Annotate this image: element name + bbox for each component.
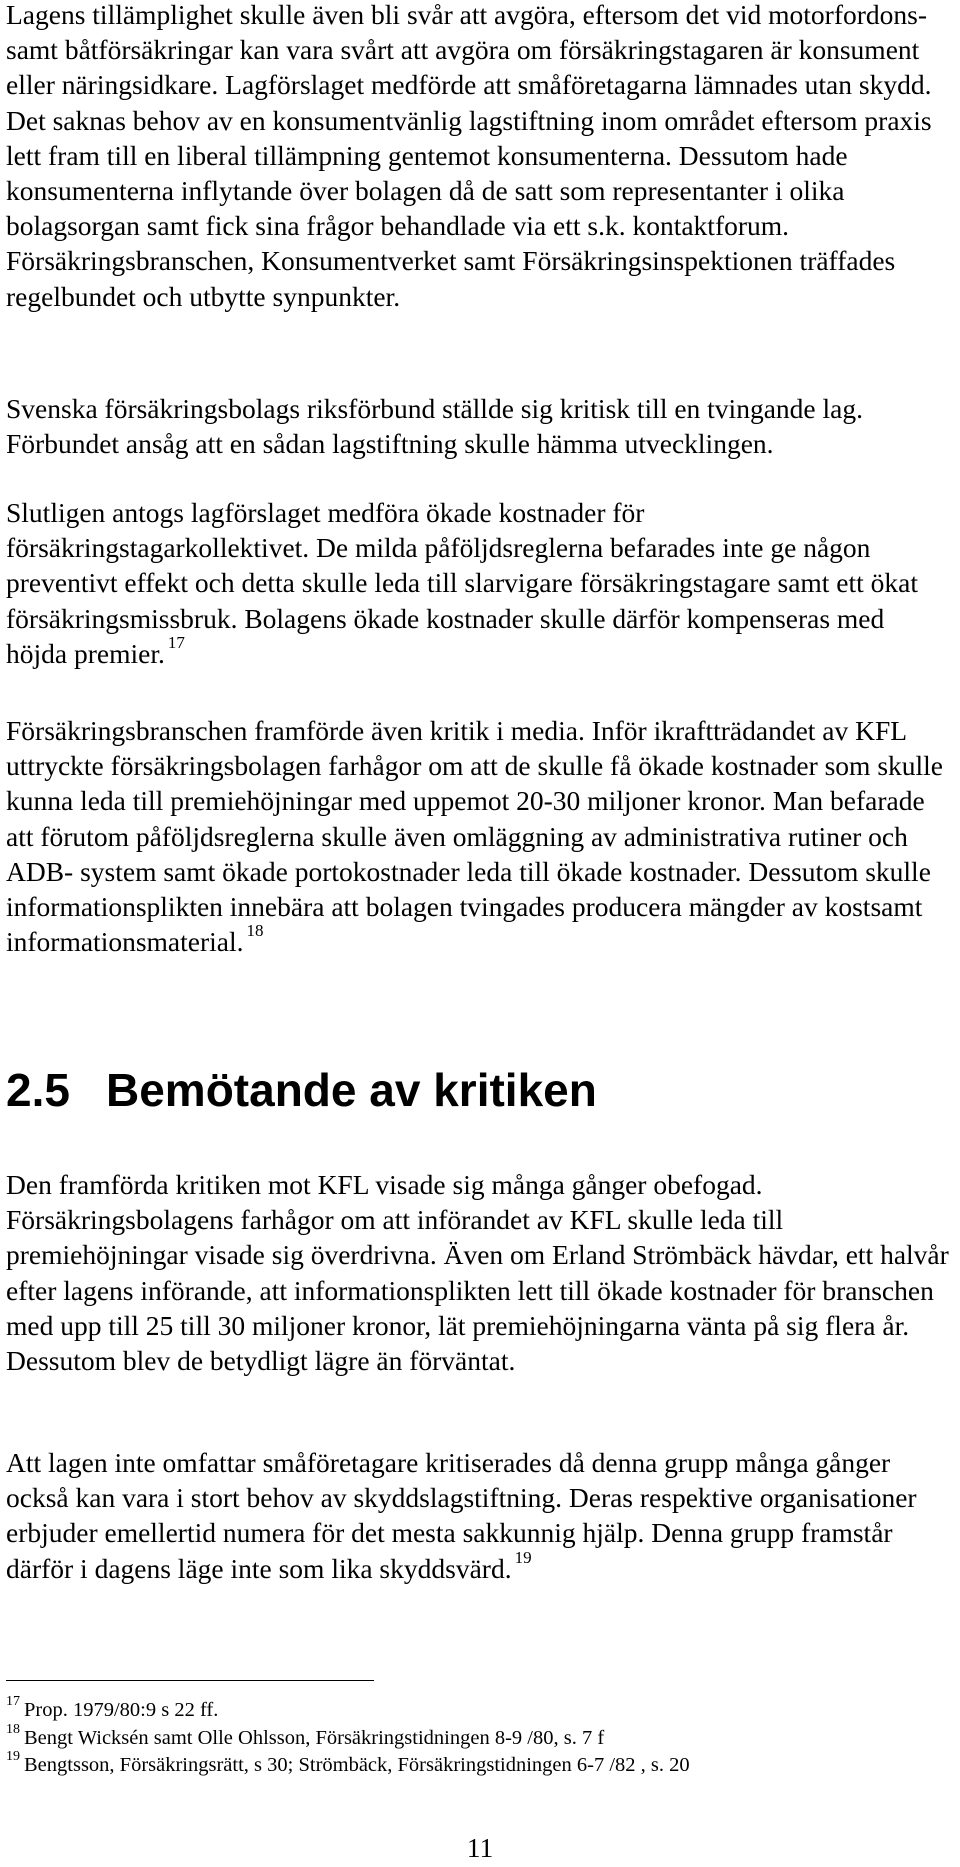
footnote-18	[6, 1721, 950, 1753]
footnote-number: 18	[6, 1721, 20, 1737]
paragraph-riksforbund	[6, 391, 950, 461]
footnote-ref-17[interactable]: 17	[167, 632, 185, 652]
footnote-19	[6, 1749, 950, 1780]
footnote-ref-18[interactable]: 18	[246, 921, 264, 941]
footnote-text: Bengtsson, Försäkringsrätt, s 30; Strömbäck, Försäkringstidningen 6-7 /82 , s. 20	[24, 1754, 690, 1777]
footnote-text: Bengt Wicksén samt Olle Ohlsson, Försäkringstidningen 8-9 /80, s. 7 f	[24, 1726, 605, 1749]
section-heading	[6, 1062, 597, 1118]
section-number: 2.5	[6, 1064, 70, 1116]
paragraph-applicability	[6, 0, 950, 314]
paragraph-text: Att lagen inte omfattar småföretagare kritiserades då denna grupp många gånger också kan vara i stort behov av skyddslagstiftning. Deras respektive organisationer erbjuder emellertid numera för det mesta sakkunnig hjälp. Denna grupp framstår därför i dagens läge inte som lika skyddsvärd.	[6, 1447, 917, 1584]
paragraph-text: Slutligen antogs lagförslaget medföra ökade kostnader för försäkringstagarkollektivet. De milda påföljdsreglerna befarades inte ge någon preventivt effekt och detta skulle leda till slarvigare försäkringstagare samt ett ökat försäkringsmissbruk. Bolagens ökade kostnader skulle därför kompenseras med höjda premier.	[6, 497, 919, 669]
paragraph-text: Lagens tillämplighet skulle även bli svår att avgöra, eftersom det vid motorfordons- samt båtförsäkringar kan vara svårt att avgöra om försäkringstagaren är konsument eller näringsidkare. Lagförslaget medförde att småföretagarna lämnades utan skydd. Det saknas behov av en konsumentvänlig lagstiftning inom området eftersom praxis lett fram till en liberal tillämpning gentemot konsumenterna. Dessutom hade konsumenterna inflytande över bolagen då de satt som representanter i olika bolagsorgan samt fick sina frågor behandlade via ett s.k. kontaktforum. Försäkringsbranschen, Konsumentverket samt Försäkringsinspektionen träffades regelbundet och utbytte synpunkter.	[6, 0, 932, 312]
section-title: Bemötande av kritiken	[106, 1064, 597, 1116]
footnotes	[6, 1694, 950, 1780]
page-number: 11	[466, 1832, 494, 1863]
footnote-ref-19[interactable]: 19	[514, 1547, 532, 1567]
footnote-number: 17	[6, 1694, 20, 1709]
footnote-number: 19	[6, 1749, 20, 1765]
footnote-text: Prop. 1979/80:9 s 22 ff.	[24, 1699, 219, 1721]
footnote-separator	[6, 1680, 374, 1681]
paragraph-text: Svenska försäkringsbolags riksförbund ställde sig kritisk till en tvingande lag. Förbundet ansåg att en sådan lagstiftning skulle hämma utvecklingen.	[6, 393, 863, 460]
paragraph-small-businesses	[6, 1445, 950, 1586]
paragraph-media-criticism	[6, 713, 950, 959]
footnote-17	[6, 1694, 950, 1725]
paragraph-text: Den framförda kritiken mot KFL visade sig många gånger obefogad. Försäkringsbolagens farhågor om att införandet av KFL skulle leda till premiehöjningar visade sig överdrivna. Även om Erland Strömbäck hävdar, ett halvår efter lagens införande, att informationsplikten lett till ökade kostnader för branschen med upp till 25 till 30 miljoner kronor, lät premiehöjningarna vänta på sig flera år. Dessutom blev de betydligt lägre än förväntat.	[6, 1169, 949, 1377]
paragraph-text: Försäkringsbranschen framförde även kritik i media. Inför ikraftträdandet av KFL uttryckte försäkringsbolagen farhågor om att de skulle få ökade kostnader som skulle kunna leda till premiehöjningar med uppemot 20-30 miljoner kronor. Man befarade att förutom påföljdsreglerna skulle även omläggning av administrativa rutiner och ADB- system samt ökade portokostnader leda till ökade kostnader. Dessutom skulle informationsplikten innebära att bolagen tvingades producera mängder av kostsamt informationsmaterial.	[6, 715, 944, 958]
paragraph-unfounded-criticism	[6, 1167, 950, 1378]
paragraph-costs	[6, 495, 950, 671]
